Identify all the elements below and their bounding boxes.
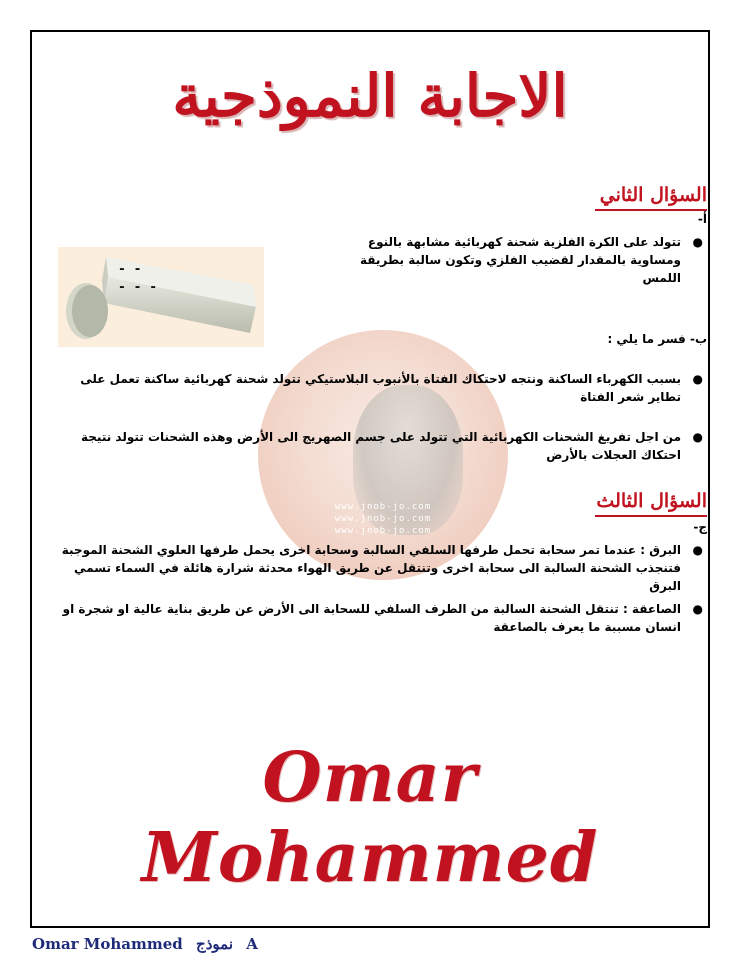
watermark-text: www.jnob-jo.com	[334, 526, 432, 536]
part-a-bullet	[341, 233, 703, 287]
part-c-text-2: الصاعقة : تنتقل الشحنة السالبة من الطرف السلفي للسحابة الى الأرض عن طريق بناية عالية او شجرة او انسان مسببة ما يعرف بالصاعقة	[62, 602, 681, 634]
rod-ball-icon	[58, 247, 264, 347]
rod-charges-text-2: - - -	[118, 280, 158, 295]
footer-author: Omar Mohammed	[32, 935, 183, 953]
signature: Omar Mohammed	[141, 738, 599, 898]
section2-underline	[595, 209, 707, 211]
part-c-bullet-1	[51, 541, 703, 595]
page-title: الاجابة النموذجية	[172, 62, 568, 130]
bullet-icon: ●	[692, 543, 703, 557]
watermark-text: www.jnob-jo.com	[334, 514, 432, 524]
part-c-text-1: البرق : عندما تمر سحابة تحمل طرفها السلفي السالبة وسحابة اخرى يحمل طرفها العلوي الشحنة الموجبة فتنجذب الشحنة السالبة الى سحابة اخرى وتنتقل عن طريق الهواء محدثة شرارة هائلة في السماء تسمي البرق	[61, 543, 681, 593]
part-b-label: ب- فسر ما يلي :	[607, 332, 707, 346]
part-a-text: تتولد على الكرة الفلزية شحنة كهربائية مشابهة بالنوع ومساوية بالمقدار لقضيب الفلزي وتكون سالبة بطريقة اللمس	[359, 235, 681, 285]
bullet-icon: ●	[692, 372, 703, 386]
footer-label: نموذج	[196, 935, 233, 953]
bullet-icon: ●	[692, 602, 703, 616]
metal-rod-illustration	[58, 247, 264, 347]
part-a-label: أ-	[697, 212, 707, 226]
rod-charges-text: - -	[118, 262, 142, 277]
part-b-bullet-1	[51, 370, 703, 406]
section2-heading: السؤال الثاني	[599, 184, 707, 206]
footer-letter: A	[246, 935, 258, 953]
bullet-icon: ●	[692, 430, 703, 444]
bullet-icon: ●	[692, 235, 703, 249]
part-b-bullet-2	[51, 428, 703, 464]
part-c-label: ج-	[693, 520, 707, 534]
part-b-text-1: بسبب الكهرباء الساكنة ونتجه لاحتكاك الفتاة بالأنبوب البلاستيكي تتولد شحنة كهربائية ساكنة تعمل على تطاير شعر الفتاة	[80, 372, 681, 404]
section3-underline	[595, 515, 707, 517]
section3-heading: السؤال الثالث	[596, 490, 707, 512]
footer	[32, 935, 266, 953]
part-b-text-2: من اجل تفريغ الشحنات الكهربائية التي تتولد على جسم الصهريج الى الأرض وهذه الشحنات تتولد نتيجة احتكاك العجلات بالأرض	[81, 430, 681, 462]
part-c-bullet-2	[51, 600, 703, 636]
watermark-text: www.jnob-jo.com	[334, 502, 432, 512]
